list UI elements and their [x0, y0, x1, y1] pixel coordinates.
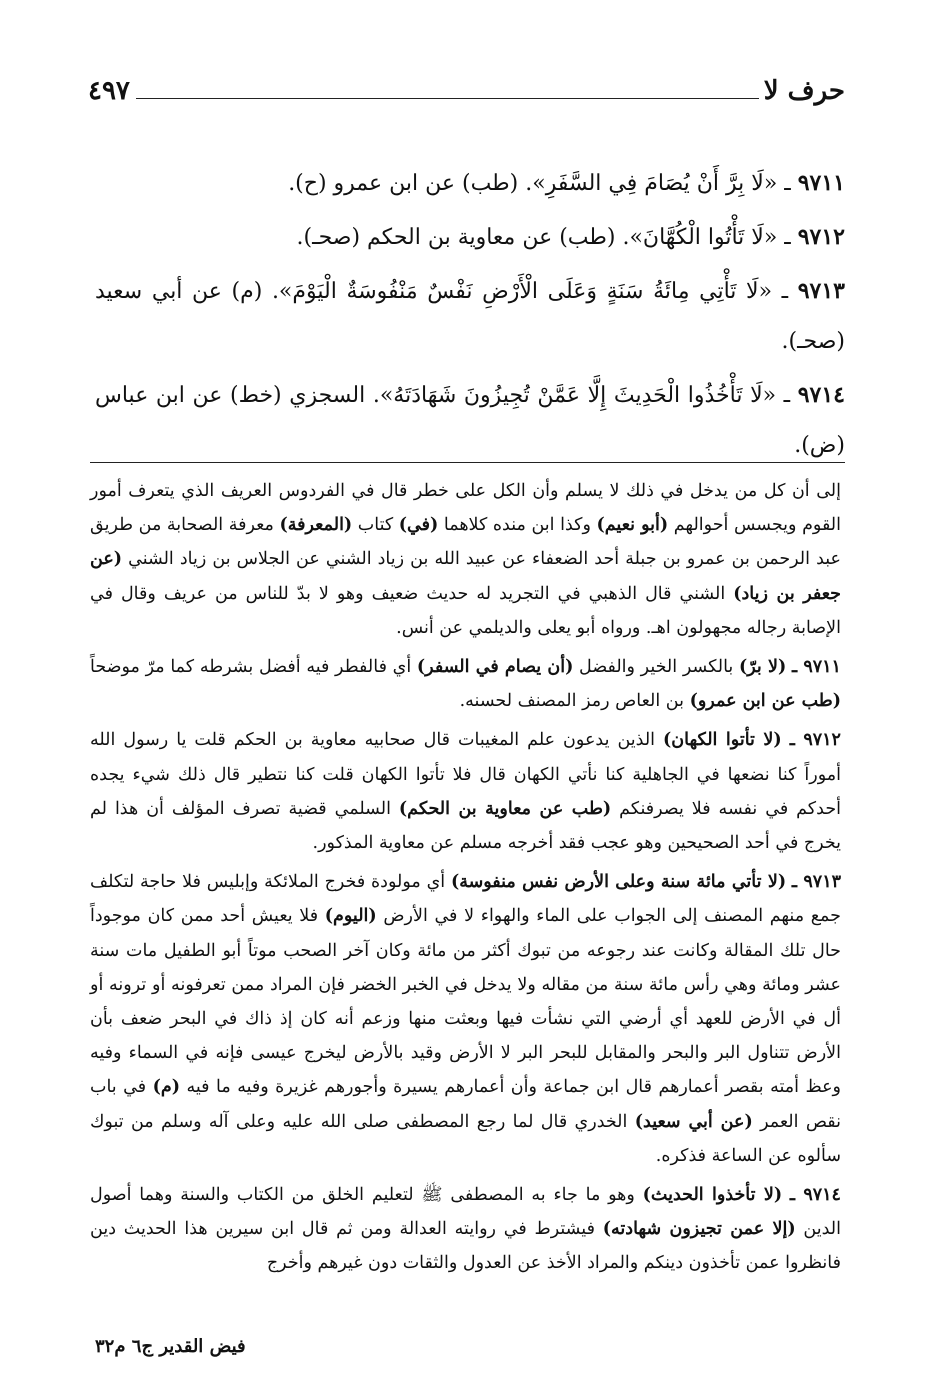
commentary-text: كتاب	[352, 515, 399, 536]
commentary-9713	[90, 865, 841, 1173]
commentary-text: وكذا ابن منده كلاهما	[438, 515, 597, 536]
commentary-bold: (عن أبي سعيد)	[634, 1111, 753, 1132]
commentary-bold: (م)	[152, 1077, 181, 1098]
commentary-intro	[90, 474, 841, 645]
hadith-number: ٩٧١٢	[797, 224, 845, 250]
commentary-text: بالكسر الخير والفضل	[573, 657, 739, 678]
hadith-9712	[95, 212, 845, 263]
commentary-text: الخدري قال لما رجع المصطفى صلى الله عليه وعلى آله وسلم من تبوك سألوه عن الساعة فذكره.	[90, 1111, 841, 1166]
commentary-9711	[90, 650, 841, 718]
commentary-9714	[90, 1178, 841, 1281]
commentary-text: في باب نقص العمر	[90, 1077, 842, 1132]
hadith-9714	[95, 370, 845, 471]
chapter-title: حرف لا	[763, 76, 845, 106]
header-rule	[136, 98, 759, 99]
commentary-number: ٩٧١١ ـ	[792, 657, 841, 678]
signature-mark: فيض القدير ج٦ م٣٢	[95, 1336, 246, 1357]
commentary-number: ٩٧١٢ ـ	[789, 730, 841, 751]
commentary-bold: (طب عن ابن عمرو)	[689, 691, 841, 712]
hadith-number: ٩٧١١	[797, 170, 845, 196]
commentary-number: ٩٧١٤ ـ	[789, 1185, 841, 1206]
hadith-9711	[95, 158, 845, 209]
hadith-text: ـ «لَا تَأْتُوا الْكُهَّانَ». (طب) عن معاوية بن الحكم (صحـ).	[296, 225, 798, 250]
hadith-9713	[95, 266, 845, 367]
commentary-number: ٩٧١٣ ـ	[791, 872, 841, 893]
commentary-bold: (لا تأتوا الكهان)	[663, 730, 782, 751]
commentary-bold: (أن يصام في السفر)	[416, 657, 574, 678]
hadith-number: ٩٧١٤	[797, 382, 845, 408]
commentary-text: أي مولودة فخرج الملائكة وإبليس فلا حاجة لتكلف جمع منهم المصنف إلى الجواب على الماء والهواء لا في الأرض	[90, 872, 841, 927]
commentary-text: وهو ما جاء به المصطفى ﷺ لتعليم الخلق من الكتاب والسنة وهما أصول الدين	[90, 1185, 841, 1240]
hadith-text: ـ «لَا تَأْخُذُوا الْحَدِيثَ إِلَّا عَمَّنْ تُجِيزُونَ شَهَادَتَهُ». السجزي (خط) عن ابن عباس (ض).	[95, 383, 845, 458]
commentary-text: بن العاص رمز المصنف لحسنه.	[459, 691, 690, 712]
commentary-section	[90, 474, 841, 1286]
commentary-bold: (طب عن معاوية بن الحكم)	[398, 798, 612, 819]
commentary-bold: (عن جعفر بن زياد)	[90, 549, 842, 604]
commentary-text: فلا يعيش أحد ممن كان موجوداً حال تلك المقالة وكانت عند رجوعه من تبوك أكثر من مائة وكان آخر الصحب موتاً أبو الطفيل مات سنة عشر ومائة وهي رأس مائة سنة من مقاله ولا يدخل في الخبر الخضر فإن المراد ممن تعرفونه أو ترونه أو أل في الأرض للعهد أي أرضي التي نشأت فيها وبعثت منها وزعم أنه كان إذ ذاك في البحر ضعف بأن الأرض تتناول البر والبحر والمقابل للبحر البر لا الأرض وقيد بالأرض ليخرج عيسى فإنه في السماء وفيه وعظ أمته بقصر أعمارهم قال ابن جماعة وأن أعمارهم يسيرة وأجورهم غزيرة وفيه ما فيه	[90, 906, 841, 1098]
page-header	[88, 76, 845, 116]
hadith-text: ـ «لَا بِرَّ أَنْ يُصَامَ فِي السَّفَرِ». (طب) عن ابن عمرو (ح).	[288, 171, 798, 196]
section-divider	[90, 462, 845, 463]
commentary-text: معرفة الصحابة من طريق عبد الرحمن بن عمرو بن جبلة أحد الضعفاء عن عبيد الله بن زياد الشني عن الجلاس بن زياد الشني	[90, 515, 841, 570]
commentary-bold: (أبو نعيم)	[596, 515, 669, 536]
commentary-text: إلى أن كل من يدخل في ذلك لا يسلم وأن الكل على خطر قال في الفردوس العريف الذي يتعرف أمور القوم ويجسس أحوالهم	[90, 481, 841, 536]
commentary-bold: (لا برّ)	[738, 657, 787, 678]
hadith-number: ٩٧١٣	[797, 278, 845, 304]
page-number: ٤٩٧	[88, 76, 130, 106]
commentary-bold: (اليوم)	[324, 906, 377, 927]
commentary-bold: (إلا عمن تجيزون شهادته)	[602, 1219, 796, 1240]
commentary-9712	[90, 723, 841, 860]
commentary-text: الذين يدعون علم المغيبات قال صحابيه معاوية بن الحكم قلت يا رسول الله أموراً كنا نضعها في الجاهلية كنا نأتي الكهان قال فلا تأتوا الكهان قلت كنا نتطير قال ذلك شيء يجده أحدكم في نفسه فلا يصرفنكم	[90, 730, 842, 819]
commentary-bold: (لا تأتي مائة سنة وعلى الأرض نفس منفوسة)	[450, 872, 787, 893]
commentary-text: فيشترط في روايته العدالة ومن ثم قال ابن سيرين هذا الحديث دين فانظروا عمن تأخذون دينكم والمراد الأخذ عن العدول والثقات دون غيرهم وأخرج	[90, 1219, 841, 1274]
commentary-text: الشني قال الذهبي في التجريد له حديث ضعيف وهو لا بدّ للناس من عريف وقال في الإصابة رجاله مجهولون اهـ. ورواه أبو يعلى والديلمي عن أنس.	[90, 583, 841, 638]
commentary-text: أي فالفطر فيه أفضل بشرطه كما مرّ موضحاً	[90, 657, 417, 678]
hadith-text-section	[95, 158, 845, 474]
commentary-text: السلمي قضية تصرف المؤلف أن هذا لم يخرج في أحد الصحيحين وهو عجب فقد أخرجه مسلم عن معاوية المذكور.	[90, 798, 841, 854]
commentary-bold: (لا تأخذوا الحديث)	[642, 1185, 783, 1206]
commentary-bold: (في)	[398, 515, 439, 536]
commentary-bold: (المعرفة)	[279, 515, 353, 536]
hadith-text: ـ «لَا تَأْتِي مِائَةُ سَنَةٍ وَعَلَى الْأَرْضِ نَفْسٌ مَنْفُوسَةٌ الْيَوْمَ». (م) عن أبي سعيد (صحـ).	[95, 279, 845, 354]
